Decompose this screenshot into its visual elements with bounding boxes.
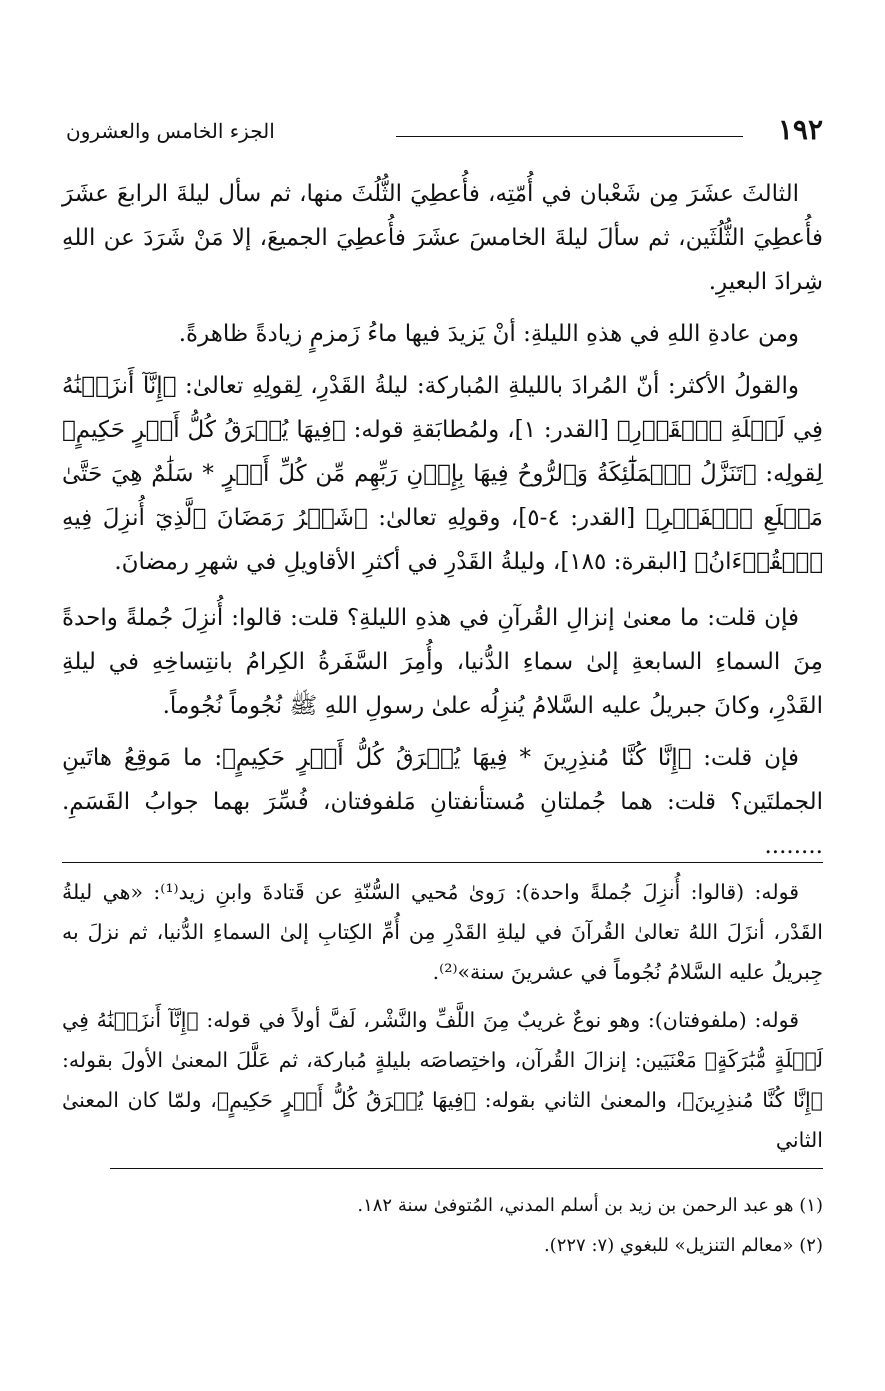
main-paragraph: والقولُ الأكثر: أنّ المُرادَ بالليلةِ المُباركة: ليلةُ القَدْرِ، لِقولِهِ تعالىٰ: ﴿إِنَّآ أَنزَلۡنَٰهُ فِي لَيۡلَةِ ٱلۡقَدۡرِ﴾ [القدر: ١]، ولمُطابَقةِ قوله: ﴿فِيهَا يُفۡرَقُ كُلُّ أَمۡرٍ حَكِيمٍ﴾ لِقولِه: ﴿تَنَزَّلُ ٱلۡمَلَٰٓئِكَةُ وَٱلرُّوحُ فِيهَا بِإِذۡنِ رَبِّهِم مِّن كُلِّ أَمۡرٍ * سَلَٰمٌ هِيَ حَتَّىٰ مَطۡلَعِ ٱلۡفَجۡرِ﴾ [القدر: ٤-٥]، وقولِهِ تعالىٰ: ﴿شَهۡرُ رَمَضَانَ ٱلَّذِيٓ أُنزِلَ فِيهِ ٱلۡقُرۡءَانُ﴾ [البقرة: ١٨٥]، وليلةُ القَدْرِ في أكثرِ الأقاويلِ في شهرِ رمضانَ. <box>62 373 824 575</box>
commentary-text <box>62 872 823 1168</box>
commentary-separator <box>62 862 823 863</box>
commentary-paragraph: قوله: (قالوا: أُنزِلَ جُملةً واحدة): رَوىٰ مُحيي السُّنّةِ عن قَتادةَ وابنِ زيد⁽¹⁾: «هي ليلةُ القَدْر، أنزَلَ اللهُ تعالىٰ القُرآنَ في ليلةِ القَدْرِ مِن أُمِّ الكِتابِ إلىٰ السماءِ الدُّنيا، ثم نزلَ به جِبريلُ عليه السَّلامُ نُجُوماً في عشرينَ سنة»⁽²⁾. <box>62 880 823 984</box>
footnote: (١) هو عبد الرحمن بن زيد بن أسلم المدني، المُتوفىٰ سنة ١٨٢. <box>357 1195 823 1216</box>
footnote: (٢) «معالم التنزيل» للبغوي (٧: ٢٢٧). <box>543 1235 823 1256</box>
running-title: الجزء الخامس والعشرون <box>66 119 275 143</box>
main-paragraph: فإن قلت: ما معنىٰ إنزالِ القُرآنِ في هذهِ الليلةِ؟ قلت: قالوا: أُنزِلَ جُملةً واحدةً مِنَ السماءِ السابعةِ إلىٰ سماءِ الدُّنيا، وأُمِرَ السَّفَرةُ الكِرامُ بانتِساخِهِ في ليلةِ القَدْرِ، وكانَ جبريلُ عليه السَّلامُ يُنزِلُه علىٰ رسولِ اللهِ ﷺ نُجُوماً نُجُوماً. <box>62 605 823 719</box>
main-text <box>62 172 823 876</box>
footnote-separator <box>110 1168 823 1169</box>
header-rule <box>396 136 743 137</box>
page-header <box>66 112 823 152</box>
main-paragraph: الثالثَ عشَرَ مِن شَعْبان في أُمّتِه، فأُعطِيَ الثُّلُثَ منها، ثم سأل ليلةَ الرابعَ عشَرَ فأُعطِيَ الثُّلُثَين، ثم سألَ ليلةَ الخامسَ عشَرَ فأُعطِيَ الجميعَ، إلا مَنْ شَرَدَ عن اللهِ شِرادَ البعيرِ. <box>62 181 823 295</box>
main-paragraph: ومن عادةِ اللهِ في هذهِ الليلةِ: أنْ يَزيدَ فيها ماءُ زَمزمٍ زيادةً ظاهرةً. <box>178 321 799 347</box>
footnotes <box>62 1186 823 1266</box>
main-paragraph: فإن قلت: ﴿إِنَّا كُنَّا مُنذِرِينَ * فِيهَا يُفۡرَقُ كُلُّ أَمۡرٍ حَكِيمٍ﴾: ما مَوقِعُ هاتَينِ الجملتَين؟ قلت: هما جُملتانِ مُستأنفتانِ مَلفوفتان، فُسِّرَ بهما جوابُ القَسَمِ. ........ <box>62 745 823 859</box>
commentary-paragraph: قوله: (ملفوفتان): وهو نوعٌ غريبٌ مِنَ اللَّفِّ والنَّشْر، لَفَّ أولاً في قوله: ﴿إِنَّآ أَنزَلۡنَٰهُ فِي لَيۡلَةٍ مُّبَٰرَكَةٍ﴾ مَعْنَيَين: إنزالَ القُرآن، واختِصاصَه بليلةٍ مُباركة، ثم عَلَّلَ المعنىٰ الأولَ بقوله: ﴿إِنَّا كُنَّا مُنذِرِينَ﴾، والمعنىٰ الثاني بقوله: ﴿فِيهَا يُفۡرَقُ كُلُّ أَمۡرٍ حَكِيمٍ﴾، ولمّا كان المعنىٰ الثاني <box>62 1008 823 1152</box>
page-number: ١٩٢ <box>777 113 823 146</box>
